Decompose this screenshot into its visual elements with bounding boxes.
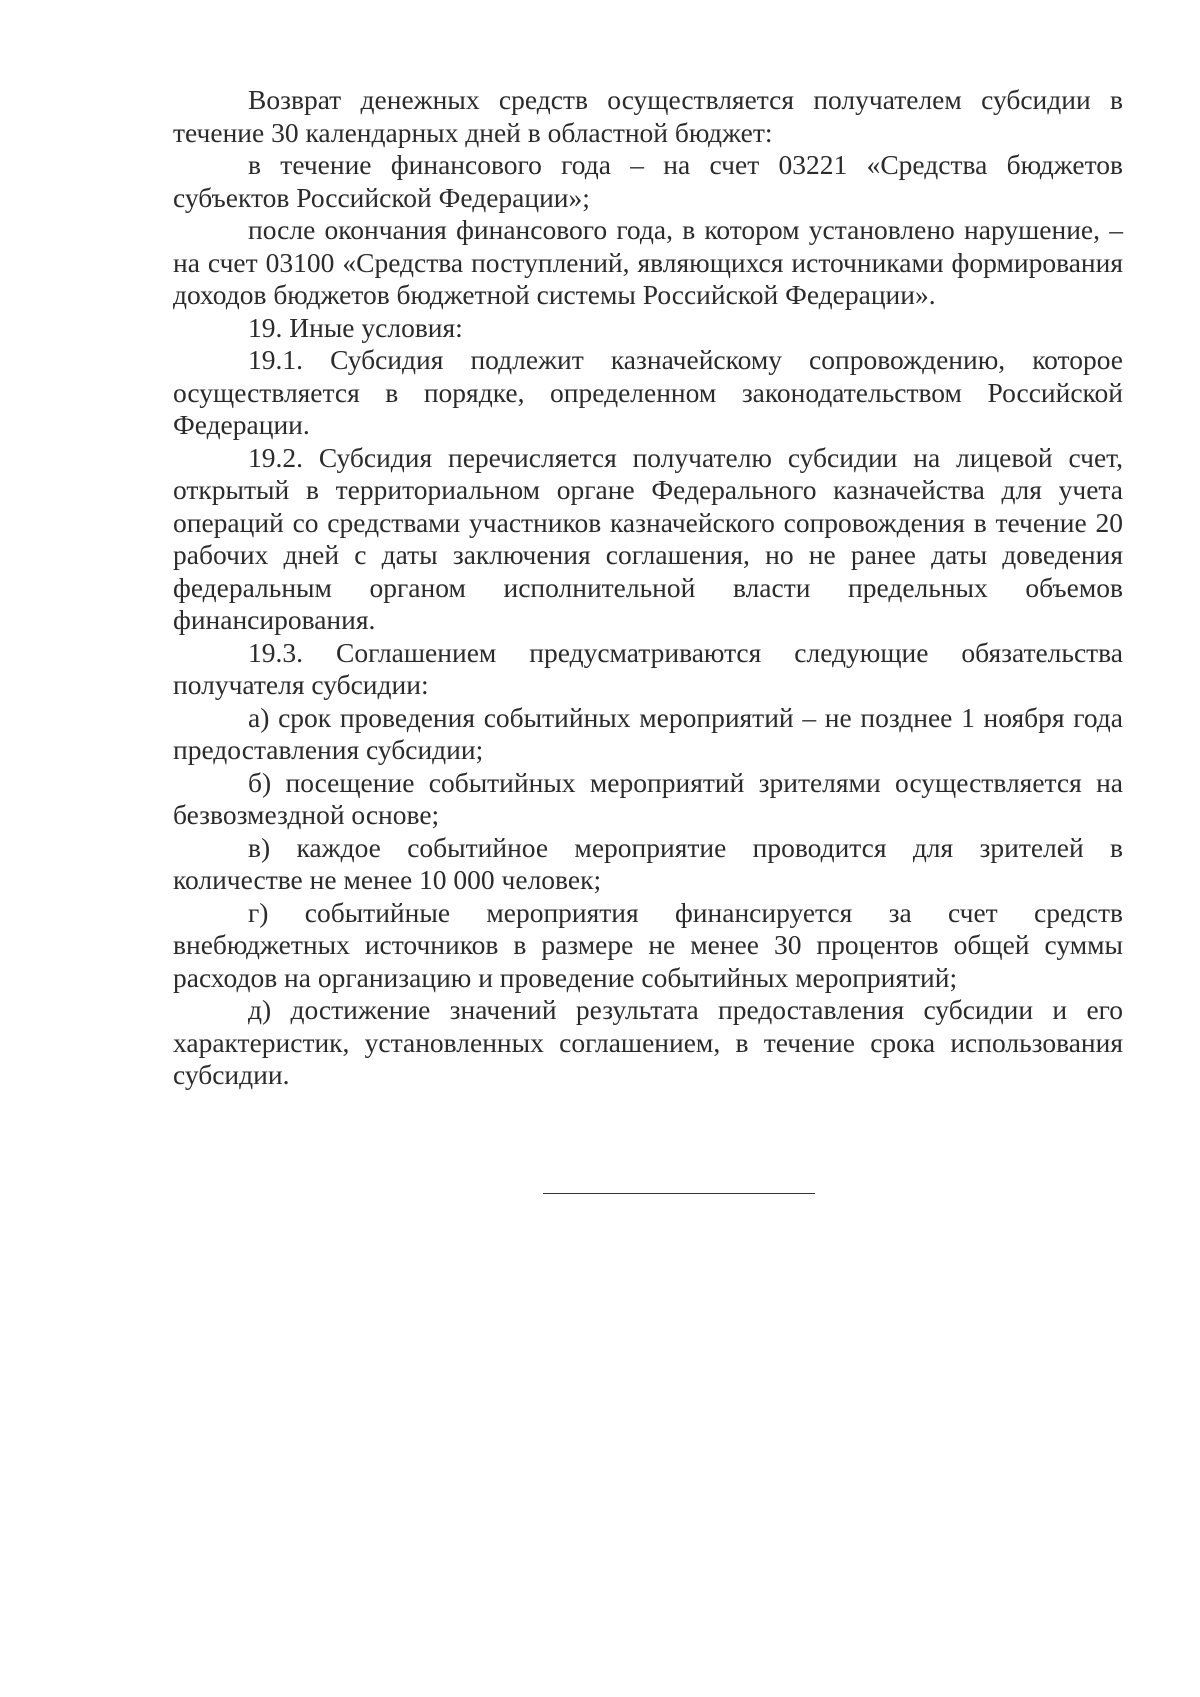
- paragraph-19-3: 19.3. Соглашением предусматриваются следующие обязательства получателя субсидии:: [173, 636, 1123, 700]
- paragraph-refund-current-year: в течение финансового года – на счет 03221 «Средства бюджетов субъектов Российской Федерации»;: [173, 149, 1123, 213]
- paragraph-refund-terms: Возврат денежных средств осуществляется получателем субсидии в течение 30 календарных дней в областной бюджет:: [173, 84, 1123, 148]
- list-item-d: д) достижение значений результата предоставления субсидии и его характеристик, установленных соглашением, в течение срока использования субсидии.: [173, 994, 1123, 1090]
- section-heading-other-conditions: 19. Иные условия:: [248, 311, 463, 343]
- paragraph-19-1: 19.1. Субсидия подлежит казначейскому сопровождению, которое осуществляется в порядке, определенном законодательством Российской Федерации.: [173, 344, 1123, 440]
- end-separator-line: [543, 1193, 815, 1194]
- paragraph-19-2: 19.2. Субсидия перечисляется получателю субсидии на лицевой счет, открытый в территориальном органе Федерального казначейства для учета операций со средствами участников казначейского сопровождения в течение 20 рабочих дней с даты заключения соглашения, но не ранее даты доведения федеральным органом исполнительной власти предельных объемов финансирования.: [173, 441, 1123, 635]
- list-item-v: в) каждое событийное мероприятие проводится для зрителей в количестве не менее 10 000 человек;: [173, 831, 1123, 895]
- list-item-b: б) посещение событийных мероприятий зрителями осуществляется на безвозмездной основе;: [173, 766, 1123, 830]
- paragraph-refund-after-year: после окончания финансового года, в котором установлено нарушение, – на счет 03100 «Средства поступлений, являющихся источниками формирования доходов бюджетов бюджетной системы Российской Федерации».: [173, 214, 1123, 310]
- list-item-a: а) срок проведения событийных мероприятий – не позднее 1 ноября года предоставления субсидии;: [173, 701, 1123, 765]
- document-body: [173, 84, 1123, 1092]
- list-item-g: г) событийные мероприятия финансируется за счет средств внебюджетных источников в размере не менее 30 процентов общей суммы расходов на организацию и проведение событийных мероприятий;: [173, 896, 1123, 993]
